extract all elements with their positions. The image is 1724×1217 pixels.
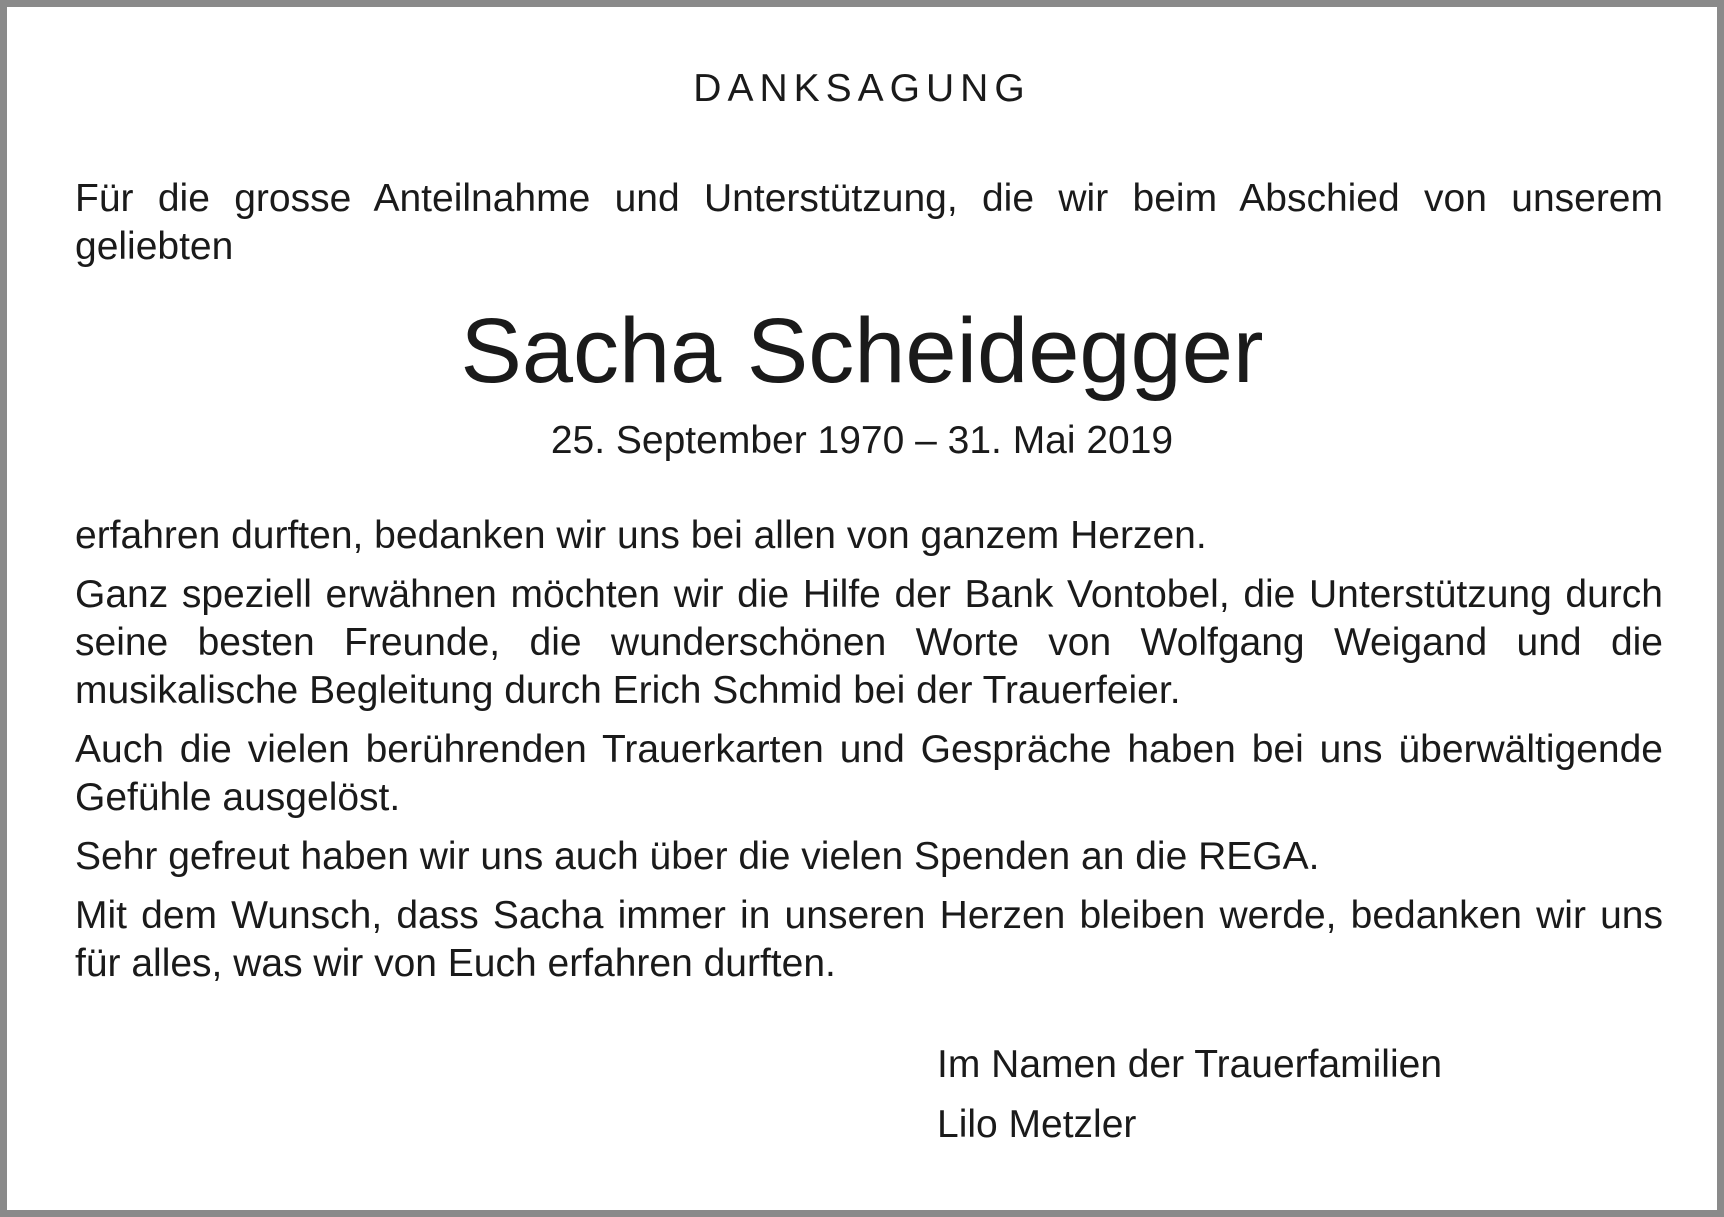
paragraph-special-thanks: Ganz speziell erwähnen möchten wir die Hilfe der Bank Vontobel, die Unterstützung durch seine besten Freunde, die wunderschönen Worte von Wolfgang Weigand und die musikalische Begleitung durch Erich Schmid bei der Trauerfeier. (75, 573, 1663, 712)
paragraph-cards: Auch die vielen berührenden Trauerkarten und Gespräche haben bei uns überwältigende Gefühle ausgelöst. (75, 728, 1663, 819)
signature-name: Lilo Metzler (937, 1103, 1137, 1146)
paragraph-closing: Mit dem Wunsch, dass Sacha immer in unseren Herzen bleiben werde, bedanken wir uns für alles, was wir von Euch erfahren durften. (75, 894, 1663, 985)
deceased-name: Sacha Scheidegger (460, 300, 1264, 402)
signature-block (937, 1035, 1442, 1155)
notice-heading: DANKSAGUNG (693, 67, 1031, 110)
life-dates: 25. September 1970 – 31. Mai 2019 (550, 419, 1174, 462)
intro-text: Für die grosse Anteilnahme und Unterstützung, die wir beim Abschied von unserem geliebten (75, 177, 1663, 268)
paragraph-donations: Sehr gefreut haben wir uns auch über die vielen Spenden an die REGA. (75, 835, 1320, 878)
paragraph-thanks: erfahren durften, bedanken wir uns bei allen von ganzem Herzen. (75, 514, 1207, 557)
body-text (75, 512, 1663, 999)
intro-paragraph (75, 175, 1663, 271)
signature-line-family: Im Namen der Trauerfamilien (937, 1043, 1443, 1086)
